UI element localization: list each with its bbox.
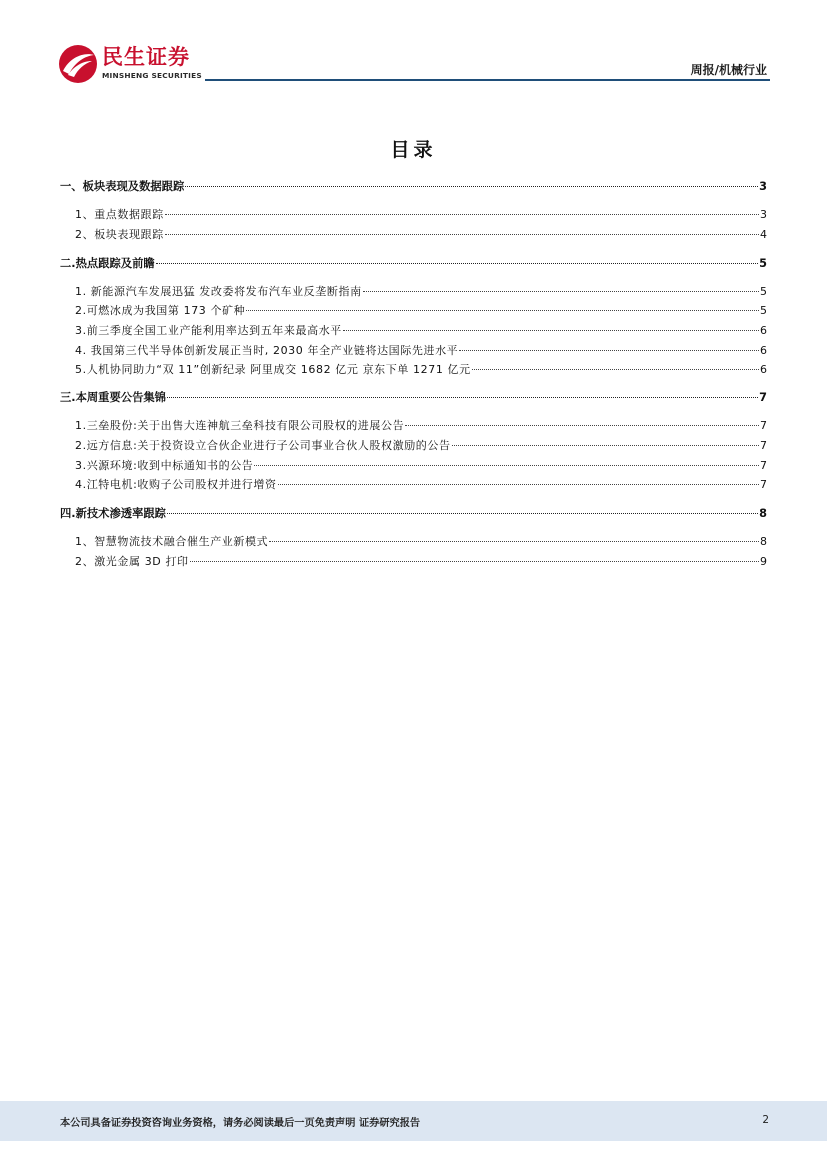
toc-page-number: 5 (760, 304, 767, 317)
toc-page-number: 8 (760, 535, 767, 548)
toc-title: 目录 (390, 139, 437, 161)
toc-section-link[interactable] (60, 506, 767, 522)
page-header (0, 0, 827, 90)
toc-page-number: 7 (760, 478, 767, 491)
toc-entry-title: 4. 我国第三代半导体创新发展正当时, 2030 年全产业链将达国际先进水平 (75, 344, 459, 357)
toc-entry-title: 二.热点跟踪及前瞻 (60, 257, 155, 270)
toc-dot-leader (405, 424, 759, 426)
toc-entry-title: 3.兴源环境:收到中标通知书的公告 (75, 459, 254, 472)
toc-dot-leader (254, 464, 759, 466)
toc-entry-title: 1、重点数据跟踪 (75, 208, 164, 221)
toc-entry-title: 四.新技术渗透率跟踪 (60, 507, 166, 520)
toc-entry-title: 4.江特电机:收购子公司股权并进行增资 (75, 478, 277, 491)
toc-dot-leader (167, 512, 758, 514)
toc-page-number: 9 (760, 555, 767, 568)
toc-dot-leader (190, 560, 759, 562)
toc-subsection-link[interactable] (75, 303, 767, 319)
toc-dot-leader (167, 396, 758, 398)
toc-subsection-link[interactable] (75, 554, 767, 570)
toc-page-number: 5 (759, 257, 767, 270)
toc-dot-leader (459, 349, 759, 351)
logo-english-name: MINSHENG SECURITIES (102, 71, 202, 80)
toc-subsection-link[interactable] (75, 534, 767, 550)
toc-subsection-link[interactable] (75, 458, 767, 474)
toc-subsection-link[interactable] (75, 227, 767, 243)
toc-entry-title: 5.人机协同助力“双 11”创新纪录 阿里成交 1682 亿元 京东下单 1271 亿元 (75, 363, 471, 376)
footer-disclaimer: 本公司具备证券投资咨询业务资格，请务必阅读最后一页免责声明 证券研究报告 (60, 1118, 421, 1129)
toc-dot-leader (156, 262, 758, 264)
toc-subsection-link[interactable] (75, 343, 767, 359)
toc-dot-leader (343, 329, 759, 331)
toc-section-link[interactable] (60, 390, 767, 406)
toc-entry-title: 三.本周重要公告集锦 (60, 391, 166, 404)
toc-page-number: 7 (760, 459, 767, 472)
toc-page-number: 3 (759, 180, 767, 193)
toc-page-number: 6 (760, 363, 767, 376)
toc-entry-title: 1.三垒股份:关于出售大连神航三垒科技有限公司股权的进展公告 (75, 419, 405, 432)
toc-dot-leader (363, 290, 759, 292)
toc-page-number: 7 (759, 391, 767, 404)
toc-page-number: 3 (760, 208, 767, 221)
toc-dot-leader (165, 233, 759, 235)
toc-dot-leader (452, 444, 759, 446)
toc-entry-title: 1. 新能源汽车发展迅猛 发改委将发布汽车业反垄断指南 (75, 285, 362, 298)
toc-subsection-link[interactable] (75, 207, 767, 223)
toc-page-number: 8 (759, 507, 767, 520)
report-category-tag: 周报/机械行业 (690, 63, 767, 77)
toc-entry-title: 一、板块表现及数据跟踪 (60, 180, 185, 193)
toc-subsection-link[interactable] (75, 477, 767, 493)
toc-page-number: 7 (760, 419, 767, 432)
toc-subsection-link[interactable] (75, 323, 767, 339)
page-number: 2 (762, 1114, 769, 1126)
toc-page-number: 6 (760, 324, 767, 337)
toc-page-number: 7 (760, 439, 767, 452)
toc-entry-title: 2.可燃冰成为我国第 173 个矿种 (75, 304, 246, 317)
company-logo (58, 44, 208, 84)
logo-chinese-name: 民生证券 (102, 45, 190, 69)
toc-dot-leader (472, 368, 759, 370)
toc-page-number: 6 (760, 344, 767, 357)
toc-subsection-link[interactable] (75, 362, 767, 378)
toc-section-link[interactable] (60, 256, 767, 272)
toc-dot-leader (246, 309, 759, 311)
toc-section-link[interactable] (60, 179, 767, 195)
toc-subsection-link[interactable] (75, 438, 767, 454)
page-footer (0, 1101, 827, 1141)
toc-dot-leader (165, 213, 759, 215)
toc-page-number: 4 (760, 228, 767, 241)
toc-entry-title: 2、激光金属 3D 打印 (75, 555, 189, 568)
toc-dot-leader (185, 185, 758, 187)
toc-subsection-link[interactable] (75, 284, 767, 300)
toc-entry-title: 2.远方信息:关于投资设立合伙企业进行子公司事业合伙人股权激励的公告 (75, 439, 451, 452)
toc-subsection-link[interactable] (75, 418, 767, 434)
minsheng-swoosh-icon (58, 44, 98, 84)
header-rule (205, 79, 770, 81)
toc-dot-leader (278, 483, 759, 485)
toc-entry-title: 1、智慧物流技术融合催生产业新模式 (75, 535, 269, 548)
toc-entry-title: 3.前三季度全国工业产能利用率达到五年来最高水平 (75, 324, 342, 337)
toc-page-number: 5 (760, 285, 767, 298)
toc-entry-title: 2、板块表现跟踪 (75, 228, 164, 241)
toc-dot-leader (269, 540, 759, 542)
